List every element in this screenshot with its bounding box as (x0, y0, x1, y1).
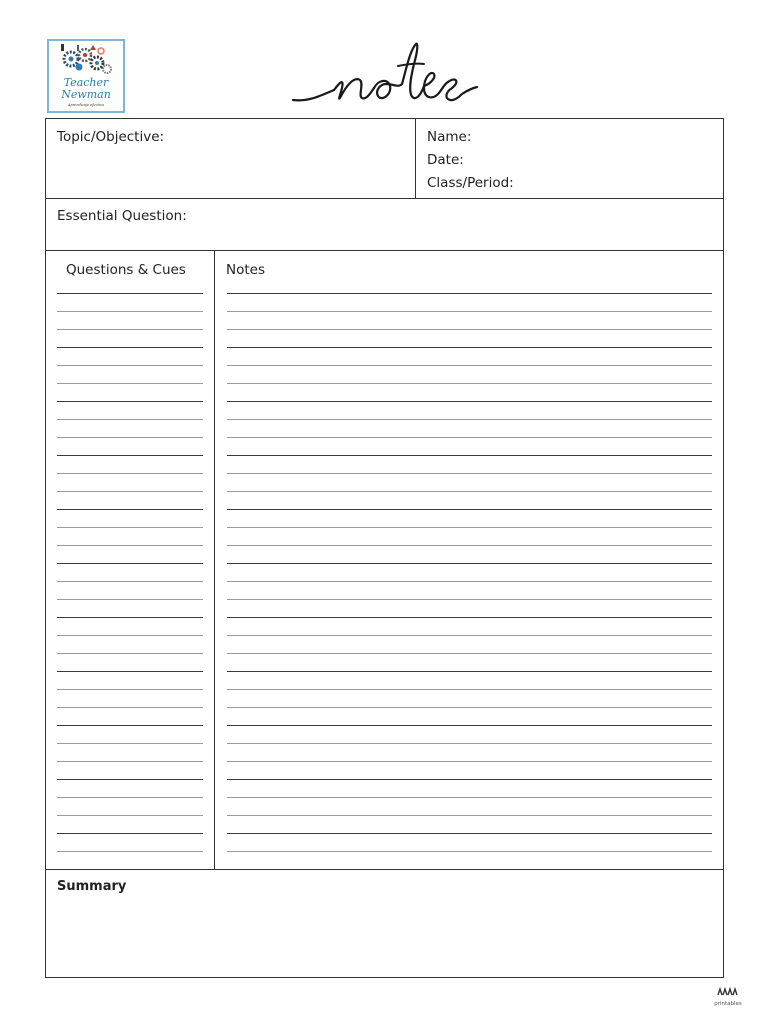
notes-header: Notes (226, 262, 265, 278)
notes-rule (227, 671, 712, 672)
cues-rule (57, 653, 203, 654)
divider-cues-notes (214, 250, 215, 869)
notes-rule (227, 509, 712, 510)
notes-rule (227, 797, 712, 798)
printables-text: printables (714, 1001, 742, 1007)
notes-rule (227, 347, 712, 348)
notes-rule (227, 401, 712, 402)
cues-rule (57, 473, 203, 474)
cues-rule (57, 689, 203, 690)
notes-rule (227, 383, 712, 384)
notes-rule (227, 833, 712, 834)
cues-rule (57, 635, 203, 636)
logo-tagline: Aprendizaje efectivo (67, 103, 105, 107)
cues-rule (57, 563, 203, 564)
notes-rule (227, 707, 712, 708)
class-period-label: Class/Period: (427, 175, 514, 191)
cues-rule (57, 707, 203, 708)
notes-frame (45, 118, 724, 978)
name-label: Name: (427, 129, 472, 145)
notes-rule (227, 293, 712, 294)
cues-rule (57, 833, 203, 834)
cues-rule (57, 761, 203, 762)
notes-rule (227, 491, 712, 492)
teacher-newman-logo (47, 39, 125, 113)
notes-rule (227, 473, 712, 474)
notes-rule (227, 545, 712, 546)
gears-icon (49, 41, 123, 75)
summary-area[interactable] (46, 870, 723, 977)
cues-rule (57, 491, 203, 492)
notes-rule (227, 581, 712, 582)
notes-rule (227, 617, 712, 618)
notes-rule (227, 635, 712, 636)
cues-rule (57, 401, 203, 402)
notes-rule (227, 851, 712, 852)
notes-rule (227, 527, 712, 528)
notes-rule (227, 689, 712, 690)
cues-rule (57, 851, 203, 852)
topic-objective-label: Topic/Objective: (57, 129, 165, 145)
cues-ruled-area[interactable] (57, 293, 203, 863)
cues-rule (57, 383, 203, 384)
notes-rule (227, 311, 712, 312)
notes-ruled-area[interactable] (227, 293, 712, 863)
cues-rule (57, 365, 203, 366)
notes-rule (227, 743, 712, 744)
notes-rule (227, 455, 712, 456)
cues-rule (57, 455, 203, 456)
cues-rule (57, 797, 203, 798)
cues-rule (57, 743, 203, 744)
cues-rule (57, 293, 203, 294)
notes-rule (227, 779, 712, 780)
notes-rule (227, 725, 712, 726)
notes-rule (227, 437, 712, 438)
notes-rule (227, 653, 712, 654)
notes-rule (227, 599, 712, 600)
notes-rule (227, 815, 712, 816)
cues-rule (57, 545, 203, 546)
cues-rule (57, 509, 203, 510)
notes-rule (227, 365, 712, 366)
questions-cues-header: Questions & Cues (66, 262, 186, 278)
cues-rule (57, 779, 203, 780)
notes-rule (227, 419, 712, 420)
cues-rule (57, 671, 203, 672)
notes-rule (227, 563, 712, 564)
logo-line-1: Teacher (63, 76, 109, 89)
cues-rule (57, 311, 203, 312)
notes-title (290, 36, 480, 118)
divider-name-block (415, 119, 416, 198)
notes-rule (227, 329, 712, 330)
printables-icon (717, 987, 739, 997)
divider-essential (46, 250, 723, 251)
essential-question-label: Essential Question: (57, 208, 187, 224)
notes-rule (227, 761, 712, 762)
cues-rule (57, 527, 203, 528)
cues-rule (57, 581, 203, 582)
summary-label: Summary (57, 879, 127, 894)
cues-rule (57, 329, 203, 330)
cues-rule (57, 599, 203, 600)
logo-line-2: Newman (61, 88, 111, 101)
divider-info (46, 198, 723, 199)
cues-rule (57, 347, 203, 348)
cues-rule (57, 725, 203, 726)
date-label: Date: (427, 152, 464, 168)
cues-rule (57, 815, 203, 816)
cues-rule (57, 617, 203, 618)
printables-logo (710, 982, 746, 1007)
cues-rule (57, 419, 203, 420)
cues-rule (57, 437, 203, 438)
